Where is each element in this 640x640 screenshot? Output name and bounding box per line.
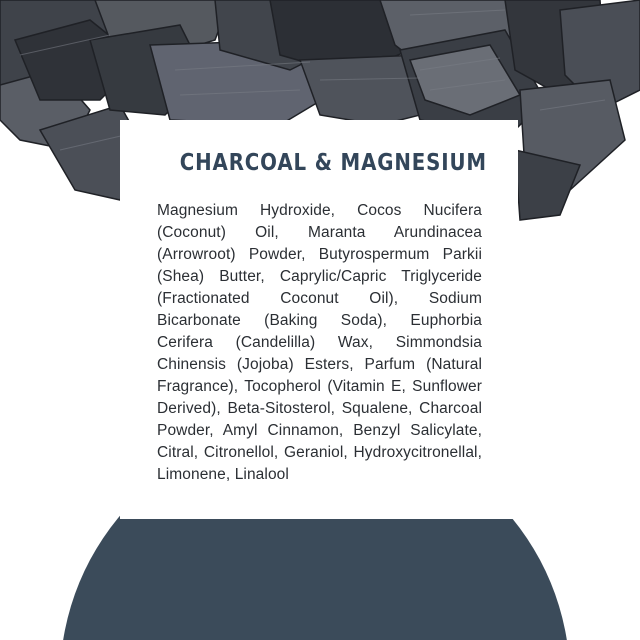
- ingredients-card: [120, 120, 518, 519]
- ingredients-list: Magnesium Hydroxide, Cocos Nucifera (Coconut) Oil, Maranta Arundinacea (Arrowroot) Powder, Butyrospermum Parkii (Shea) Butter, Caprylic/Capric Triglyceride (Fractionated Coconut Oil), Sodium Bicarbonate (Baking Soda), Euphorbia Cerifera (Candelilla) Wax, Simmondsia Chinensis (Jojoba) Esters, Parfum (Natural Fragrance), Tocopherol (Vitamin E, Sunflower Derived), Beta-Sitosterol, Squalene, Charcoal Powder, Amyl Cinnamon, Benzyl Salicylate, Citral, Citronellol, Geraniol, Hydroxycitronellal, Limonene, Linalool: [157, 202, 482, 483]
- product-title: CHARCOAL & MAGNESIUM: [179, 150, 487, 176]
